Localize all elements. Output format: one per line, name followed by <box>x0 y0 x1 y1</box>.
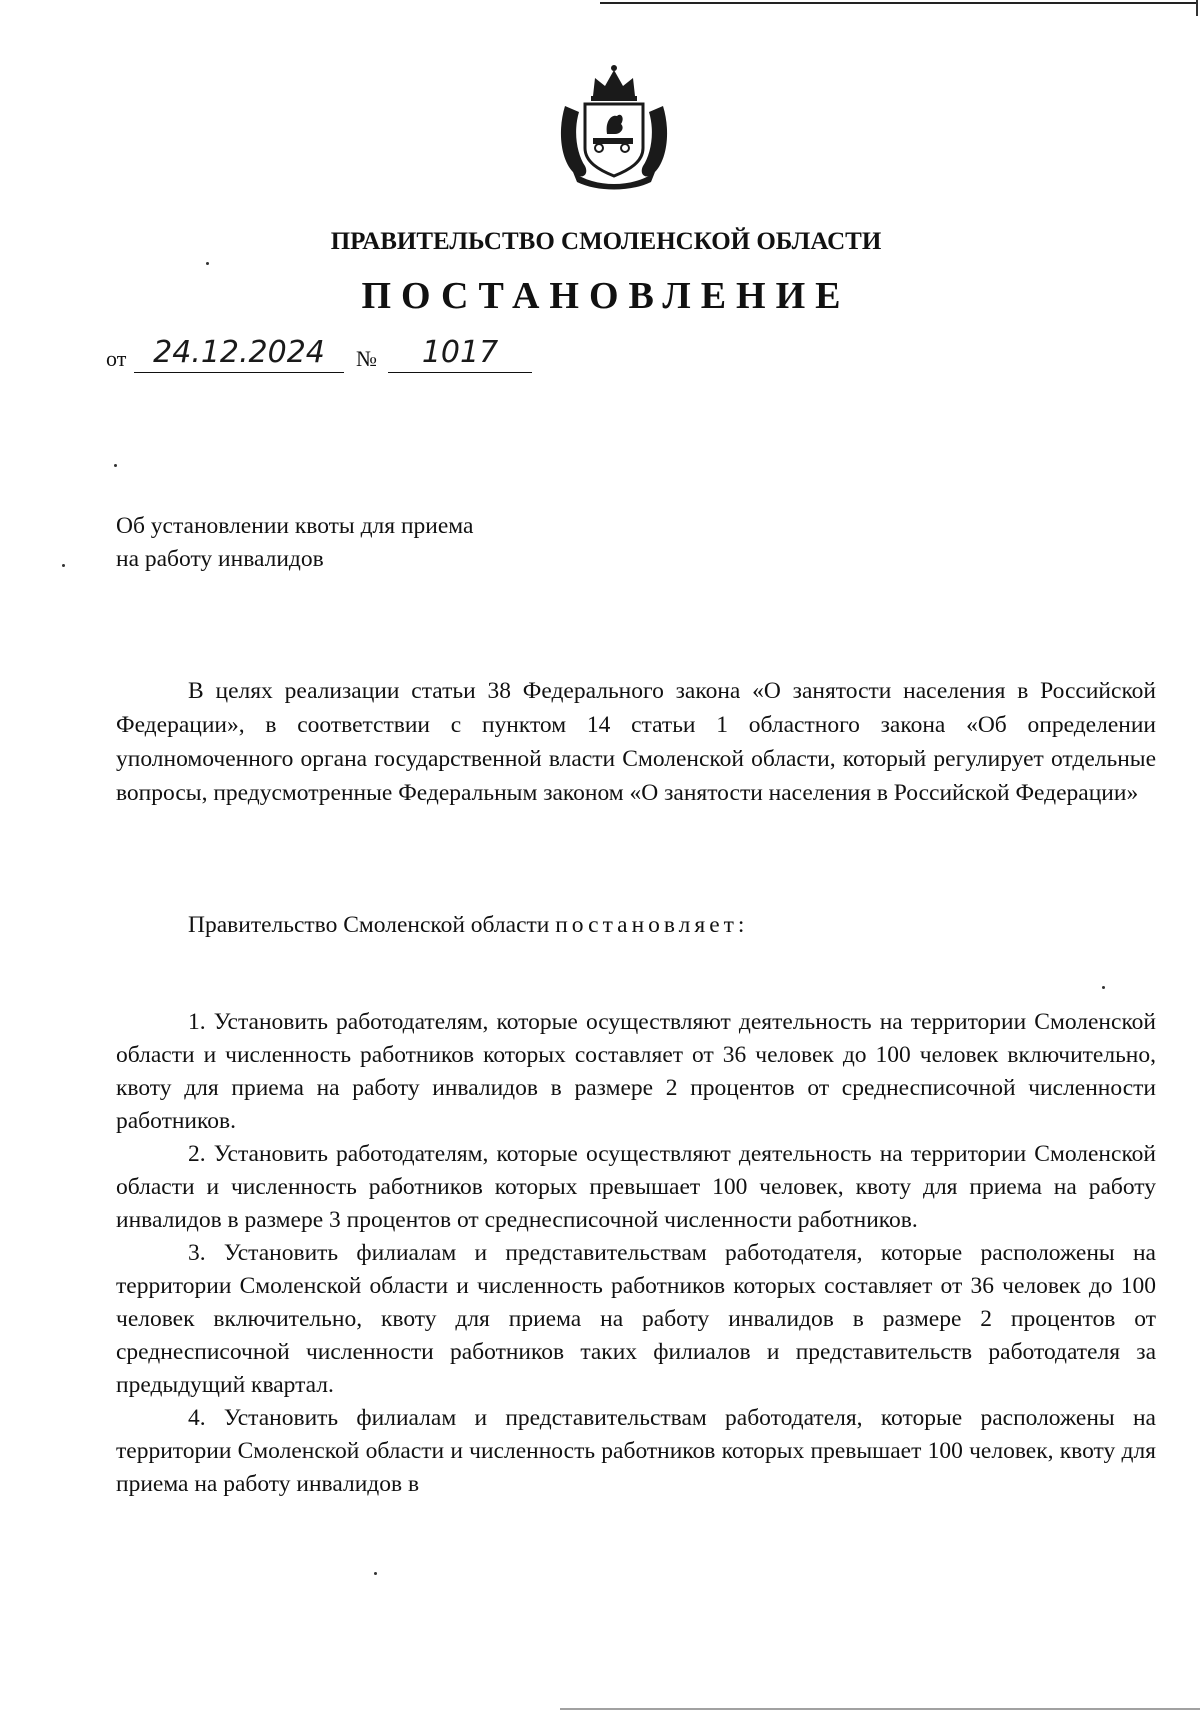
decree-statement <box>188 912 748 939</box>
scan-edge-right <box>1196 0 1198 16</box>
decree-items <box>116 1006 1156 1501</box>
decree-item: 4. Установить филиалам и представительствам работодателя, которые расположены на территории Смоленской области и численность работников которых превышает 100 человек, квоту для приема на работу инвалидов в <box>116 1405 1156 1497</box>
document-subject <box>116 510 473 576</box>
document-type-title: ПОСТАНОВЛЕНИЕ <box>361 275 851 317</box>
scan-speck <box>62 564 65 567</box>
scan-speck <box>114 464 117 467</box>
scan-speck <box>206 262 209 265</box>
date-from-label: от <box>106 346 127 371</box>
number-label: № <box>356 346 377 371</box>
scan-speck <box>1102 986 1105 989</box>
document-date: 24.12.2024 <box>134 334 344 373</box>
decree-verb: постановляет: <box>555 912 749 938</box>
document-number: 1017 <box>388 334 532 373</box>
scan-edge-top <box>600 2 1198 4</box>
subject-line: на работу инвалидов <box>116 546 324 572</box>
scan-edge-bottom <box>560 1708 1200 1710</box>
scan-speck <box>374 1572 377 1575</box>
decree-item: 2. Установить работодателям, которые осуществляют деятельность на территории Смоленской области и численность работников которых превышает 100 человек, квоту для приема на работу инвалидов в размере 3 процентов от среднесписочной численности работников. <box>116 1141 1156 1233</box>
coat-of-arms-emblem <box>555 62 673 190</box>
decree-item: 3. Установить филиалам и представительствам работодателя, которые расположены на территории Смоленской области и численность работников которых составляет от 36 человек до 100 человек включительно, квоту для приема на работу инвалидов в размере 2 процентов от среднесписочной численности работников таких филиалов и представительств работодателя за предыдущий квартал. <box>116 1240 1156 1398</box>
decree-item: 1. Установить работодателям, которые осуществляют деятельность на территории Смоленской области и численность работников которых составляет от 36 человек до 100 человек включительно, квоту для приема на работу инвалидов в размере 2 процентов от среднесписочной численности работников. <box>116 1009 1156 1134</box>
decree-lead: Правительство Смоленской области <box>188 912 550 938</box>
preamble-paragraph: В целях реализации статьи 38 Федерального закона «О занятости населения в Российской Федерации», в соответствии с пунктом 14 статьи 1 областного закона «Об определении уполномоченного органа государственной власти Смоленской области, который регулирует отдельные вопросы, предусмотренные Федеральным законом «О занятости населения в Российской Федерации» <box>116 678 1156 806</box>
subject-line: Об установлении квоты для приема <box>116 513 474 539</box>
organization-title: ПРАВИТЕЛЬСТВО СМОЛЕНСКОЙ ОБЛАСТИ <box>330 228 882 255</box>
date-number-line <box>106 336 536 376</box>
